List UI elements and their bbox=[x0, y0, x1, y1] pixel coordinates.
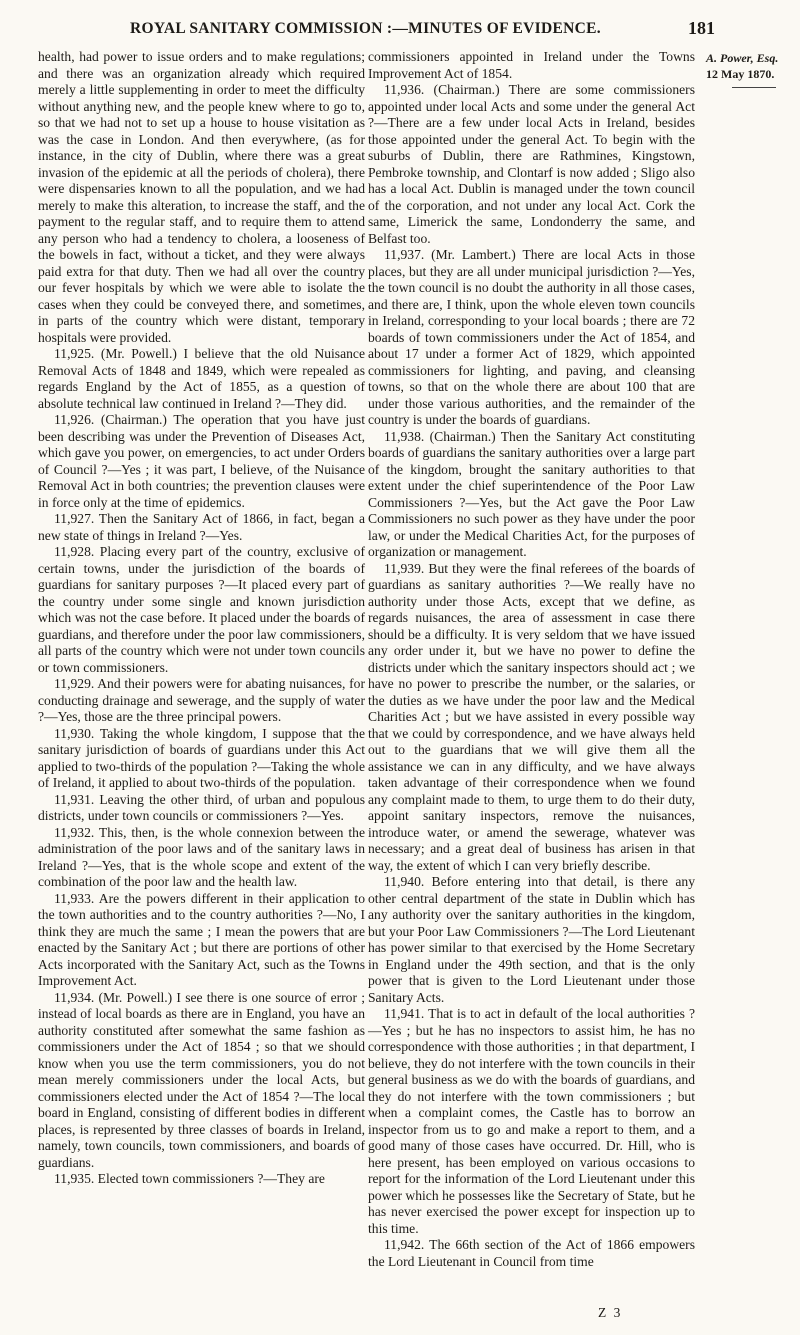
running-header bbox=[0, 18, 800, 44]
witness-name-text: A. Power, Esq. bbox=[706, 51, 779, 65]
paragraph: 11,941. That is to act in default of the local authorities ?—Yes ; but he has no inspectors to assist him, he has no correspondence with those authorities ; in that department, I believe, they do not interfere with the town councils in their general business as we do with the boards of guardians, and they do not interfere with the town commissioners ; but when a complaint comes, the Castle has to borrow an inspector from us to go and make a report to them, and a good many of those cases have occurred. Dr. Hill, who is here present, has been employed on various occasions to report for the information of the Lord Lieutenant under this power which he possesses like the Secretary of State, but he has never exercised the power except for inspection up to this time. bbox=[368, 1006, 695, 1236]
paragraph: 11,931. Leaving the other third, of urban and populous districts, under town councils or commissioners ?—Yes. bbox=[38, 791, 365, 823]
paragraph: 11,926. (Chairman.) The operation that you have just been describing was under the Prevention of Diseases Act, which gave you power, on emergencies, to act under Orders of Council ?—Yes ; it was part, I believe, of the Nuisance Removal Act in both countries; the prevention clauses were in force only at the time of epidemics. bbox=[38, 412, 365, 510]
paragraph: 11,938. (Chairman.) Then the Sanitary Act constituting boards of guardians the sanitary authorities over a large part of the kingdom, brought the sanitary authorities to that extent under the chief superintendence of the Poor Law Commissioners ?—Yes, but the Act gave the Poor Law Commissioners no such power as they have under the poor law, or under the Medical Charities Act, for the purposes of organization or management. bbox=[368, 428, 695, 559]
paragraph: 11,929. And their powers were for abating nuisances, for conducting drainage and sewerage, and the supply of water ?—Yes, those are the three principal powers. bbox=[38, 676, 365, 724]
page-number: 181 bbox=[688, 18, 715, 38]
paragraph: 11,933. Are the powers different in their application to the town authorities and to the country authorities ?—No, I think they are much the same ; I mean the powers that are enacted by the Sanitary Act ; but there are portions of other Acts incorporated with the Sanitary Act, such as the Towns Improvement Act. bbox=[38, 890, 365, 988]
paragraph: 11,928. Placing every part of the country, exclusive of certain towns, under the jurisdiction of the boards of guardians for sanitary purposes ?—It placed every part of the country under some single and known jurisdiction which was not the case before. It placed under the boards of guardians, and therefore under the poor law commissioners, all parts of the country which were not under town councils or town commissioners. bbox=[38, 544, 365, 675]
margin-rule bbox=[732, 87, 776, 88]
header-title: ROYAL SANITARY COMMISSION :—MINUTES OF EVIDENCE. bbox=[130, 20, 601, 37]
paragraph: commissioners appointed in Ireland under the Towns Improvement Act of 1854. bbox=[368, 49, 695, 81]
paragraph: 11,937. (Mr. Lambert.) There are local Acts in those places, but they are all under municipal jurisdiction ?—Yes, the town council is no doubt the authority in all those cases, and there are, I think, upon the whole eleven town councils in Ireland, corresponding to your local boards ; there are 72 boards of town commissioners under the Act of 1854, and about 17 under a former Act of 1829, which appointed commissioners for lighting, and paving, and cleansing towns, so that on the whole there are about 100 that are under those various authorities, and the remainder of the country is under the boards of guardians. bbox=[368, 247, 695, 427]
signature-mark: Z 3 bbox=[598, 1305, 623, 1320]
paragraph: 11,925. (Mr. Powell.) I believe that the old Nuisance Removal Acts of 1848 and 1849, which were repealed as regards England by the Act of 1855, as a question of absolute technical law continued in Ireland ?—They did. bbox=[38, 346, 365, 411]
right-column bbox=[368, 49, 695, 1270]
paragraph: 11,942. The 66th section of the Act of 1866 empowers the Lord Lieutenant in Council from time bbox=[368, 1237, 695, 1269]
left-column bbox=[38, 49, 365, 1188]
margin-date bbox=[706, 67, 776, 88]
paragraph: 11,934. (Mr. Powell.) I see there is one source of error ; instead of local boards as there are in England, you have an authority constituted after somewhat the same fashion as commissioners under the Act of 1854 ; so that we should know when you use the term commissioners, you do not mean merely commissioners under the local Acts, but commissioners elected under the Act of 1854 ?—The local board in England, consisting of different bodies in different places, is represented by three classes of boards in Ireland, namely, town councils, town commissioners, and boards of guardians. bbox=[38, 989, 365, 1170]
paragraph: 11,932. This, then, is the whole connexion between the administration of the poor laws and of the sanitary laws in Ireland ?—Yes, that is the whole scope and extent of the combination of the poor law and the health law. bbox=[38, 824, 365, 889]
paragraph: 11,935. Elected town commissioners ?—They are bbox=[54, 1171, 325, 1186]
paragraph: 11,927. Then the Sanitary Act of 1866, in fact, began a new state of things in Ireland ?—Yes. bbox=[38, 511, 365, 543]
paragraph: 11,939. But they were the final referees of the boards of guardians as sanitary authorities ?—We really have no authority under those Acts, except that we define, as regards nuisances, the area of assessment in case there should be a difficulty. It is very seldom that we have issued any order under it, but we have no power to define the districts under which the sanitary inspectors should act ; we have no power to prescribe the number, or the salaries, or the duties as we have under the poor law and the Medical Charities Act ; but we have assisted in every possible way that we could by correspondence, and we have always held out to the guardians that we will give them all the assistance we can in any difficulty, and we have always taken advantage of their correspondence when we found any complaint made to them, to urge them to do their duty, appoint sanitary inspectors, remove the nuisances, introduce water, or amend the sewerage, whatever was necessary; and a great deal of business has arisen in that way, the extent of which I can very briefly describe. bbox=[368, 560, 695, 873]
margin-witness-name bbox=[706, 51, 778, 66]
date-text: 12 May 1870. bbox=[706, 67, 775, 81]
paragraph: 11,936. (Chairman.) There are some commissioners appointed under local Acts and some under the general Act ?—There are a few under local Acts in Ireland, besides those appointed under the general Act. To begin with the suburbs of Dublin, there are Rathmines, Kingstown, Pembroke township, and Clontarf is now added ; Sligo also has a local Act. Dublin is managed under the town council of the corporation, and not under any local Act. Cork the same, Limerick the same, Londonderry the same, and Belfast too. bbox=[368, 82, 695, 246]
paragraph: health, had power to issue orders and to make regulations; and there was an organization already which required merely a little supplementing in order to meet the difficulty without anything new, and the people knew where to go to, so that we had not to set up a house to house visitation as was the case in London. And then everywhere, (as for instance, in the city of Dublin, where there was a great invasion of the epidemic at all the periods of cholera), there were dispensaries known to all the population, and we had merely to make this alteration, to increase the staff, and the payment to the regular staff, and to require them to attend any person who had a tendency to cholera, a looseness of the bowels in fact, without a ticket, and they were always paid extra for that duty. Then we had all over the country our fever hospitals by which we were able to isolate the cases when they could be conveyed there, and sometimes, in parts of the country which were distant, temporary hospitals were provided. bbox=[38, 49, 365, 345]
paragraph: 11,940. Before entering into that detail, is there any other central department of the state in Dublin which has any authority over the sanitary authorities in the kingdom, but your Poor Law Commissioners ?—The Lord Lieutenant has power similar to that exercised by the Home Secretary in England under the 49th section, and that is the only power that is given to the Lord Lieutenant under those Sanitary Acts. bbox=[368, 874, 695, 1005]
paragraph: 11,930. Taking the whole kingdom, I suppose that the sanitary jurisdiction of boards of guardians under this Act applied to two-thirds of the population ?—Taking the whole of Ireland, it applied to about two-thirds of the population. bbox=[38, 725, 365, 790]
